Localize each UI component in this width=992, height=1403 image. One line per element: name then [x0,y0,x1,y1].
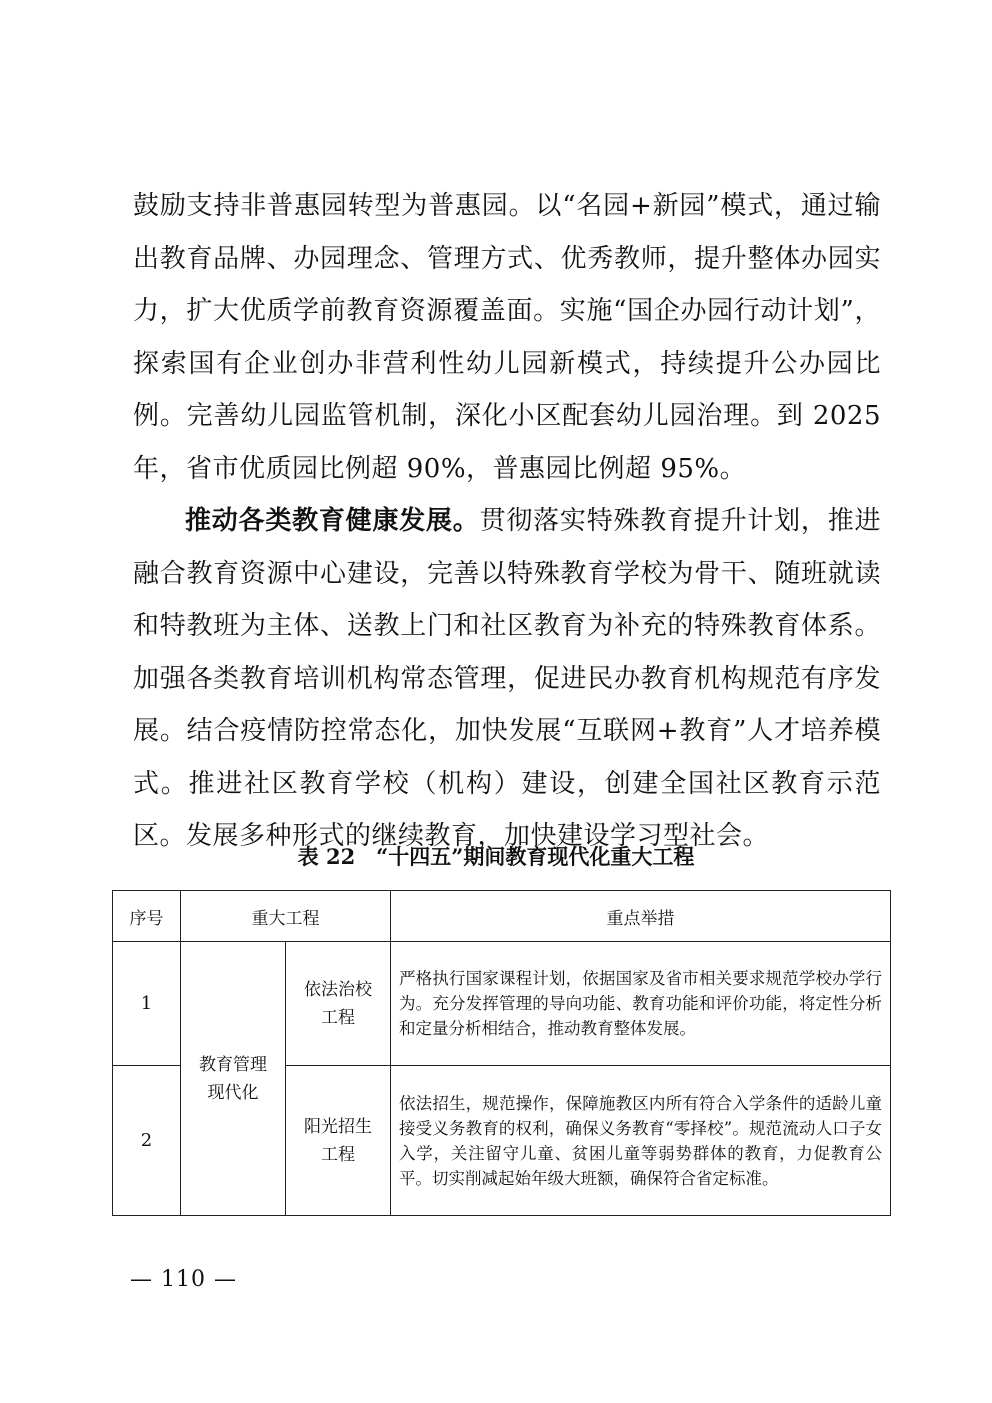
table-caption: 表 22 “十四五”期间教育现代化重大工程 [297,844,695,869]
measures-cell: 严格执行国家课程计划，依据国家及省市相关要求规范学校办学行为。充分发挥管理的导向功能、教育功能和评价功能，将定性分析和定量分析相结合，推动教育整体发展。 [391,942,891,1066]
category-cell: 教育管理现代化 [181,942,286,1216]
paragraph-2 [133,495,881,863]
table-row [113,942,891,1066]
subproject-cell: 依法治校工程 [286,942,391,1066]
subproject-cell: 阳光招生工程 [286,1066,391,1216]
page-number: — 110 — [130,1267,237,1292]
row-number: 2 [113,1066,181,1216]
measures-cell: 依法招生，规范操作，保障施教区内所有符合入学条件的适龄儿童接受义务教育的权利，确保义务教育“零择校”。规范流动人口子女入学，关注留守儿童、贫困儿童等弱势群体的教育，力促教育公平。切实削减起始年级大班额，确保符合省定标准。 [391,1066,891,1216]
body-text [133,180,881,863]
header-measures: 重点举措 [391,891,891,942]
table-header-row [113,891,891,942]
projects-table [112,890,891,1216]
row-number: 1 [113,942,181,1066]
paragraph-1-text: 鼓励支持非普惠园转型为普惠园。以“名园+新园”模式，通过输出教育品牌、办园理念、管理方式、优秀教师，提升整体办园实力，扩大优质学前教育资源覆盖面。实施“国企办园行动计划”，探索国有企业创办非营利性幼儿园新模式，持续提升公办园比例。完善幼儿园监管机制，深化小区配套幼儿园治理。到 2025 年，省市优质园比例超 90%，普惠园比例超 95%。 [133,191,881,484]
paragraph-2-text: 贯彻落实特殊教育提升计划，推进融合教育资源中心建设，完善以特殊教育学校为骨干、随班就读和特教班为主体、送教上门和社区教育为补充的特殊教育体系。加强各类教育培训机构常态管理，促进民办教育机构规范有序发展。结合疫情防控常态化，加快发展“互联网+教育”人才培养模式。推进社区教育学校（机构）建设，创建全国社区教育示范区。发展多种形式的继续教育，加快建设学习型社会。 [133,506,881,851]
paragraph-1 [133,180,881,495]
paragraph-2-lead: 推动各类教育健康发展。 [185,506,480,536]
header-project: 重大工程 [181,891,391,942]
header-seq: 序号 [113,891,181,942]
